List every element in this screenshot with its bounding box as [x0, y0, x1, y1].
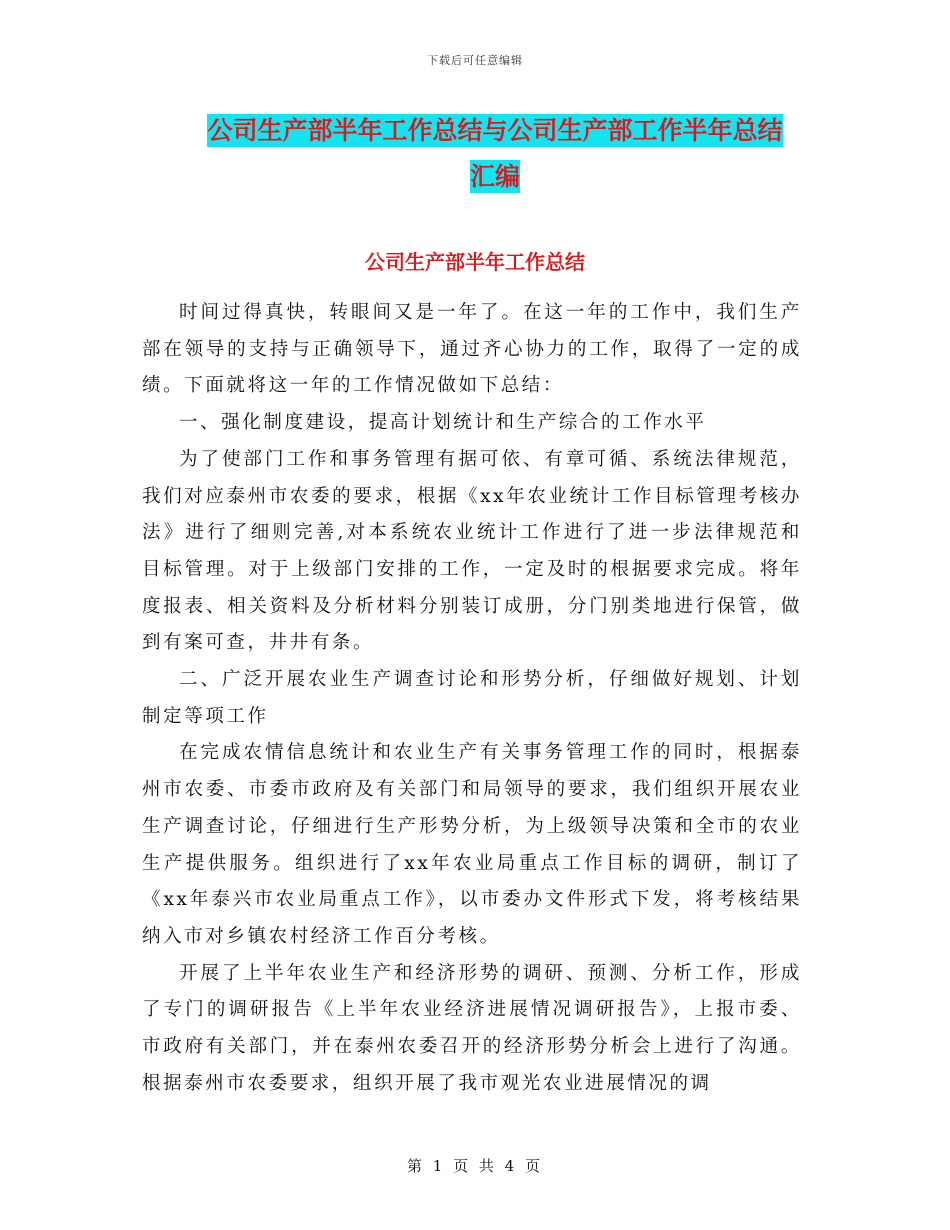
title-line-1: 公司生产部半年工作总结与公司生产部工作半年总结	[207, 116, 783, 145]
paragraph: 开展了上半年农业生产和经济形势的调研、预测、分析工作，形成了专门的调研报告《上半年农业经济进展情况调研报告》，上报市委、市政府有关部门，并在泰州农委召开的经济形势分析会上进行了沟通。根据泰州市农委要求，组织开展了我市观光农业进展情况的调	[142, 962, 802, 1094]
title-line-2: 汇编	[469, 162, 520, 191]
paragraph: 为了使部门工作和事务管理有据可依、有章可循、系统法律规范，我们对应泰州市农委的要求，根据《xx年农业统计工作目标管理考核办法》进行了细则完善,对本系统农业统计工作进行了进一步法律规范和目标管理。对于上级部门安排的工作，一定及时的根据要求完成。将年度报表、相关资料及分析材料分别装订成册，分门别类地进行保管，做到有案可查，井井有条。	[142, 448, 802, 654]
paragraph: 在完成农情信息统计和农业生产有关事务管理工作的同时，根据泰州市农委、市委市政府及有关部门和局领导的要求，我们组织开展农业生产调查讨论，仔细进行生产形势分析，为上级领导决策和全市的农业生产提供服务。组织进行了xx年农业局重点工作目标的调研，制订了《xx年泰兴市农业局重点工作》，以市委办文件形式下发，将考核结果纳入市对乡镇农村经济工作百分考核。	[142, 742, 802, 947]
paragraph: 时间过得真快，转眼间又是一年了。在这一年的工作中，我们生产部在领导的支持与正确领导下，通过齐心协力的工作，取得了一定的成绩。下面就将这一年的工作情况做如下总结：	[142, 302, 802, 397]
header-note: 下载后可任意编辑	[427, 54, 523, 67]
document-body	[142, 295, 802, 1102]
section-heading: 一、强化制度建设，提高计划统计和生产综合的工作水平	[179, 412, 707, 434]
page-number-footer: 第 1 页 共 4 页	[407, 1157, 543, 1175]
section-title: 公司生产部半年工作总结	[365, 250, 585, 274]
document-title	[150, 108, 840, 200]
section-heading: 二、广泛开展农业生产调查讨论和形势分析，仔细做好规划、计划制定等项工作	[142, 669, 802, 727]
